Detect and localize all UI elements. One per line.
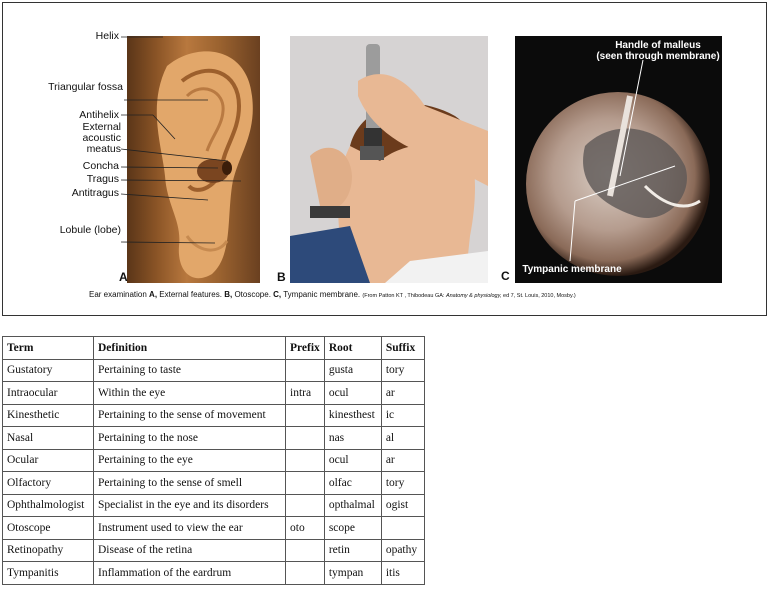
cell-definition: Within the eye <box>94 382 286 405</box>
header-prefix: Prefix <box>286 337 325 360</box>
cell-suffix: ogist <box>381 494 424 517</box>
cell-definition: Inflammation of the eardrum <box>94 562 286 585</box>
panel-letter-c-outer: C <box>501 269 510 283</box>
cell-root: kinesthest <box>324 404 381 427</box>
table-row <box>3 539 425 562</box>
cell-suffix: opathy <box>381 539 424 562</box>
table-row <box>3 382 425 405</box>
cell-root: ocul <box>324 382 381 405</box>
caption-a-text: External features. <box>159 290 222 299</box>
tympanic-membrane-view <box>515 36 722 283</box>
cell-prefix: intra <box>286 382 325 405</box>
cell-term: Olfactory <box>3 472 94 495</box>
cell-term: Intraocular <box>3 382 94 405</box>
cell-definition: Pertaining to taste <box>94 359 286 382</box>
cell-root: gusta <box>324 359 381 382</box>
table-row <box>3 494 425 517</box>
cell-term: Retinopathy <box>3 539 94 562</box>
cell-term: Kinesthetic <box>3 404 94 427</box>
table-header-row <box>3 337 425 360</box>
cell-suffix: tory <box>381 359 424 382</box>
table-row <box>3 404 425 427</box>
credit-pre: (From Patton KT , Thibodeau GA: <box>362 293 445 299</box>
cell-prefix <box>286 472 325 495</box>
label-tympanic-membrane: Tympanic membrane <box>522 264 622 275</box>
cell-root: nas <box>324 427 381 450</box>
cell-prefix <box>286 359 325 382</box>
cell-term: Tympanitis <box>3 562 94 585</box>
cell-term: Gustatory <box>3 359 94 382</box>
figure-caption <box>89 290 576 299</box>
cell-definition: Pertaining to the sense of movement <box>94 404 286 427</box>
external-ear-photo <box>119 36 260 284</box>
ear-examination-figure <box>2 2 767 316</box>
terms-table-body <box>3 359 425 584</box>
cell-definition: Disease of the retina <box>94 539 286 562</box>
cell-term: Otoscope <box>3 517 94 540</box>
cell-term: Nasal <box>3 427 94 450</box>
cell-suffix: ar <box>381 449 424 472</box>
caption-credit <box>362 293 575 299</box>
otoscope-photo <box>277 36 488 284</box>
caption-c: C, <box>273 290 282 299</box>
cell-prefix <box>286 562 325 585</box>
cell-prefix <box>286 539 325 562</box>
header-definition: Definition <box>94 337 286 360</box>
header-suffix: Suffix <box>381 337 424 360</box>
cell-term: Ocular <box>3 449 94 472</box>
cell-root: olfac <box>324 472 381 495</box>
cell-definition: Specialist in the eye and its disorders <box>94 494 286 517</box>
panel-letter-b: B <box>277 270 286 284</box>
table-row <box>3 472 425 495</box>
cell-term: Ophthalmologist <box>3 494 94 517</box>
cell-suffix: ar <box>381 382 424 405</box>
cell-root: ocul <box>324 449 381 472</box>
panel-letter-a: A <box>119 270 128 284</box>
cell-suffix: al <box>381 427 424 450</box>
cell-definition: Instrument used to view the ear <box>94 517 286 540</box>
table-row <box>3 449 425 472</box>
cell-suffix: ic <box>381 404 424 427</box>
ear-illustration <box>127 36 260 283</box>
table-row <box>3 517 425 540</box>
credit-post: ed 7, St. Louis, 2010, Mosby.) <box>503 293 576 299</box>
malleus-label-line2: (seen through membrane) <box>596 51 720 62</box>
cell-suffix <box>381 517 424 540</box>
cell-prefix: oto <box>286 517 325 540</box>
label-handle-of-malleus <box>593 40 723 62</box>
label-external-acoustic-meatus: External acoustic meatus <box>82 121 121 155</box>
header-root: Root <box>324 337 381 360</box>
malleus-label-line1: Handle of malleus <box>615 40 701 51</box>
cell-definition: Pertaining to the sense of smell <box>94 472 286 495</box>
label-tragus: Tragus <box>86 173 119 185</box>
label-helix: Helix <box>95 30 119 42</box>
label-concha: Concha <box>82 160 119 172</box>
label-antihelix: Antihelix <box>79 109 119 121</box>
cell-root: scope <box>324 517 381 540</box>
cell-root: tympan <box>324 562 381 585</box>
table-row <box>3 427 425 450</box>
cell-prefix <box>286 494 325 517</box>
cell-prefix <box>286 449 325 472</box>
otoscope-scene <box>290 36 488 283</box>
cell-root: retin <box>324 539 381 562</box>
caption-b-text: Otoscope. <box>234 290 271 299</box>
cell-prefix <box>286 427 325 450</box>
caption-b: B, <box>224 290 233 299</box>
table-row <box>3 562 425 585</box>
terms-table <box>2 336 425 585</box>
label-triangular-fossa: Triangular fossa <box>48 81 123 93</box>
tympanic-membrane-photo <box>515 36 722 283</box>
cell-definition: Pertaining to the eye <box>94 449 286 472</box>
cell-prefix <box>286 404 325 427</box>
caption-c-text: Tympanic membrane. <box>283 290 361 299</box>
cell-suffix: itis <box>381 562 424 585</box>
cell-definition: Pertaining to the nose <box>94 427 286 450</box>
table-row <box>3 359 425 382</box>
credit-book: Anatomy & physiology, <box>445 293 502 299</box>
label-antitragus: Antitragus <box>71 187 119 199</box>
cell-root: opthalmal <box>324 494 381 517</box>
caption-lead: Ear examination <box>89 290 147 299</box>
caption-a: A, <box>149 290 158 299</box>
label-lobule: Lobule (lobe) <box>59 224 121 236</box>
cell-suffix: tory <box>381 472 424 495</box>
header-term: Term <box>3 337 94 360</box>
